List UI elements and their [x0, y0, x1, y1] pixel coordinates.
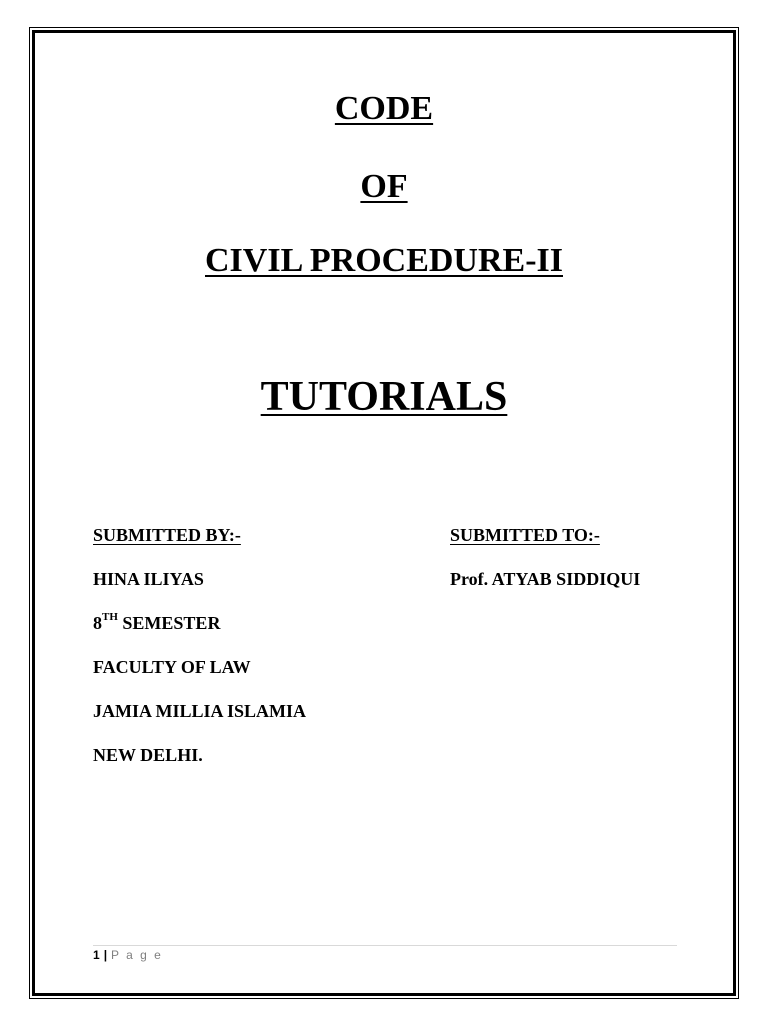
page-label: P a g e [111, 948, 163, 962]
page-footer [93, 949, 163, 961]
semester-suffix: TH [102, 611, 118, 623]
title-code: CODE [334, 90, 434, 127]
submitted-to-block [450, 526, 640, 614]
semester [93, 611, 306, 633]
footer-divider [93, 945, 677, 946]
page-number: 1 [93, 948, 100, 962]
submitted-to-heading: SUBMITTED TO:- [450, 525, 600, 545]
semester-text: SEMESTER [117, 613, 221, 633]
submitted-by-heading: SUBMITTED BY:- [93, 525, 241, 545]
footer-separator: | [103, 948, 108, 962]
title-civil-procedure: CIVIL PROCEDURE-II [205, 242, 563, 279]
professor-name: Prof. ATYAB SIDDIQUI [450, 569, 641, 589]
city: NEW DELHI. [93, 745, 203, 765]
title-of: OF [360, 168, 408, 205]
semester-number: 8 [93, 613, 102, 633]
submitted-by-block [93, 526, 306, 790]
student-name: HINA ILIYAS [93, 569, 204, 589]
title-tutorials: TUTORIALS [260, 374, 508, 420]
university: JAMIA MILLIA ISLAMIA [93, 701, 307, 721]
faculty: FACULTY OF LAW [93, 657, 251, 677]
